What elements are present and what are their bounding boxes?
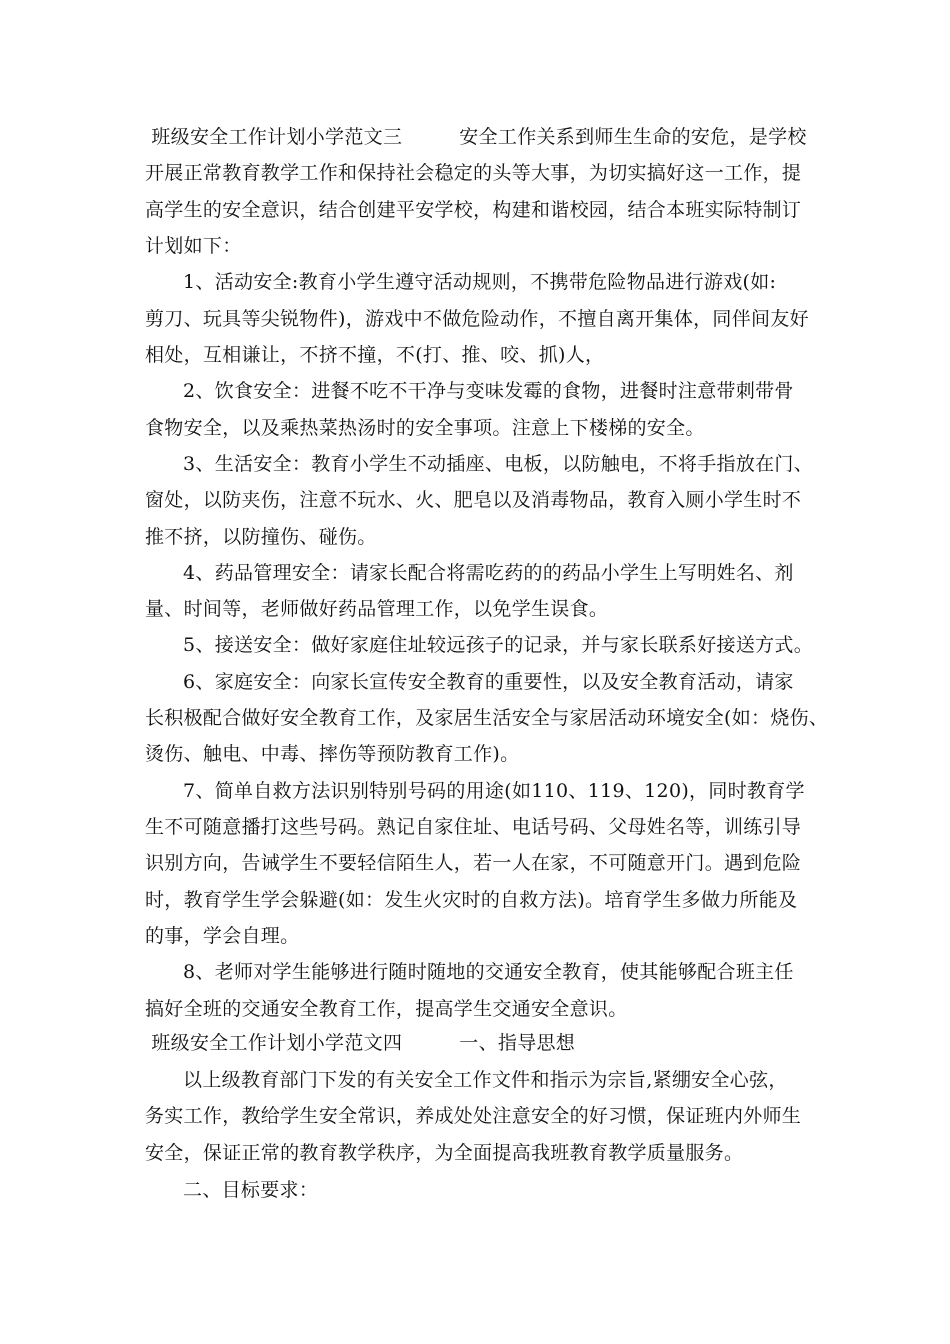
text-line: 推不挤，以防撞伤、碰伤。 <box>145 526 377 548</box>
text-line: 的事，学会自理。 <box>145 925 300 947</box>
text-line: 5、接送安全：做好家庭住址较远孩子的记录，并与家长联系好接送方式。 <box>145 634 814 656</box>
text-line: 7、简单自救方法识别特别号码的用途(如110、119、120)，同时教育学 <box>145 780 805 802</box>
text-line: 6、家庭安全：向家长宣传安全教育的重要性，以及安全教育活动，请家 <box>145 671 794 693</box>
text-line: 3、生活安全：教育小学生不动插座、电板，以防触电，不将手指放在门、 <box>145 453 814 475</box>
text-line: 二、目标要求： <box>145 1179 319 1201</box>
text-line: 开展正常教育教学工作和保持社会稳定的头等大事，为切实搞好这一工作，提 <box>145 162 802 184</box>
text-line: 识别方向，告诫学生不要轻信陌生人，若一人在家，不可随意开门。遇到危险 <box>145 852 802 874</box>
text-line: 长积极配合做好安全教育工作，及家居生活安全与家居活动环境安全(如：烧伤、 <box>145 707 829 729</box>
text-line: 8、老师对学生能够进行随时随地的交通安全教育，使其能够配合班主任 <box>145 961 794 983</box>
text-line: 以上级教育部门下发的有关安全工作文件和指示为宗旨,紧绷安全心弦， <box>145 1069 788 1091</box>
text-line: 量、时间等，老师做好药品管理工作，以免学生误食。 <box>145 598 609 620</box>
text-line: 高学生的安全意识，结合创建平安学校，构建和谐校园，结合本班实际特制订 <box>145 199 802 221</box>
text-line: 生不可随意播打这些号码。熟记自家住址、电话号码、父母姓名等，训练引导 <box>145 816 802 838</box>
text-line: 烫伤、触电、中毒、摔伤等预防教育工作)。 <box>145 743 520 765</box>
text-line: 班级安全工作计划小学范文四 一、指导思想 <box>145 1032 576 1054</box>
text-line: 相处，互相谦让，不挤不撞，不(打、推、咬、抓)人， <box>145 344 605 366</box>
text-line: 食物安全，以及乘热菜热汤时的安全事项。注意上下楼梯的安全。 <box>145 417 705 439</box>
text-line: 4、药品管理安全：请家长配合将需吃药的的药品小学生上写明姓名、剂 <box>145 562 794 584</box>
text-line: 班级安全工作计划小学范文三 安全工作关系到师生生命的安危，是学校 <box>145 126 807 148</box>
text-line: 剪刀、玩具等尖锐物件)，游戏中不做危险动作，不擅自离开集体，同伴间友好 <box>145 308 809 330</box>
text-line: 1、活动安全:教育小学生遵守活动规则，不携带危险物品进行游戏(如: <box>145 271 777 293</box>
text-line: 时，教育学生学会躲避(如：发生火灾时的自救方法)。培育学生多做力所能及 <box>145 889 798 911</box>
text-line: 搞好全班的交通安全教育工作，提高学生交通安全意识。 <box>145 998 628 1020</box>
text-line: 安全，保证正常的教育教学秩序，为全面提高我班教育教学质量服务。 <box>145 1142 744 1164</box>
text-line: 计划如下： <box>145 235 242 257</box>
text-line: 务实工作，教给学生安全常识，养成处处注意安全的好习惯，保证班内外师生 <box>145 1105 802 1127</box>
text-line: 窗处，以防夹伤，注意不玩水、火、肥皂以及消毒物品，教育入厕小学生时不 <box>145 489 802 511</box>
text-line: 2、饮食安全：进餐不吃不干净与变味发霉的食物，进餐时注意带刺带骨 <box>145 380 794 402</box>
